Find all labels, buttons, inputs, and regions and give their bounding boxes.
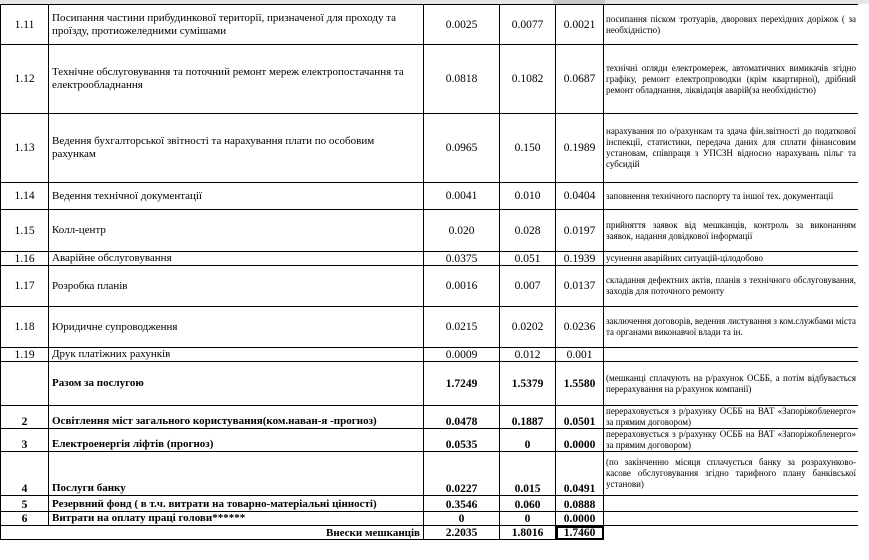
value-cell-2[interactable]: 0.028 — [500, 210, 556, 252]
service-name-cell[interactable]: Технічне обслуговування та поточний ремонт мереж електропостачання та електрообладнання — [49, 45, 424, 114]
description-cell[interactable]: складання дефектних актів, планів з технічного обслуговування, заходів для поточного ремонту — [604, 266, 859, 307]
row-number-cell[interactable]: 2 — [1, 406, 49, 429]
service-name-cell[interactable]: Колл-центр — [49, 210, 424, 252]
service-name-cell[interactable]: Ведення бухгалторської звітності та нарахування плати по особовим рахункам — [49, 114, 424, 183]
value-cell-1[interactable]: 0.0016 — [424, 266, 500, 307]
value-cell-1[interactable]: 0.0478 — [424, 406, 500, 429]
value-cell-3[interactable]: 0.0501 — [556, 406, 604, 429]
value-cell-3[interactable]: 0.1939 — [556, 252, 604, 266]
service-name-cell[interactable]: Розробка планів — [49, 266, 424, 307]
description-cell[interactable]: технічні огляди електромереж, автоматичних вимикачів згідно графіку, ремонт електропроводки (крім квартирної), дрібний ремонт обладнання, ліквідація аварій(за необхідністю) — [604, 45, 859, 114]
row-number-cell[interactable]: 1.11 — [1, 5, 49, 45]
value-cell-2[interactable]: 0.010 — [500, 183, 556, 210]
value-cell-1[interactable]: 1.7249 — [424, 362, 500, 406]
value-cell-3[interactable]: 0.0404 — [556, 183, 604, 210]
value-cell-3[interactable]: 0.0197 — [556, 210, 604, 252]
value-cell-3[interactable]: 0.1989 — [556, 114, 604, 183]
value-cell-3[interactable]: 0.0491 — [556, 452, 604, 496]
row-number-cell[interactable]: 1.19 — [1, 348, 49, 362]
table-row — [1, 512, 859, 526]
row-number-cell[interactable]: 4 — [1, 452, 49, 496]
value-cell-2[interactable]: 0.060 — [500, 496, 556, 512]
row-number-cell[interactable]: 1.16 — [1, 252, 49, 266]
service-name-cell[interactable]: Освітлення міст загального користування(ком.наван-я -прогноз) — [49, 406, 424, 429]
service-name-cell[interactable]: Друк платіжних рахунків — [49, 348, 424, 362]
total-row — [1, 526, 859, 540]
value-cell-2[interactable]: 0.0077 — [500, 5, 556, 45]
value-cell-1[interactable]: 0.0009 — [424, 348, 500, 362]
row-number-cell[interactable]: 1.14 — [1, 183, 49, 210]
table-row — [1, 266, 859, 307]
table-row — [1, 114, 859, 183]
value-cell-2[interactable]: 1.5379 — [500, 362, 556, 406]
description-cell[interactable]: усунення аварійних ситуацій-цілодобово — [604, 252, 859, 266]
value-cell-2[interactable]: 0 — [500, 512, 556, 526]
value-cell-2[interactable]: 0.051 — [500, 252, 556, 266]
value-cell-1[interactable]: 0.0818 — [424, 45, 500, 114]
description-cell[interactable]: (по закінченню місяця сплачується банку за розрахунково-касове обслуговування згідно тарифного плану банківської установи) — [604, 452, 859, 496]
description-cell[interactable]: перераховується з р/рахунку ОСББ на ВАТ «Запоріжобленерго» за прямим договором) — [604, 406, 859, 429]
right-gutter — [858, 4, 869, 560]
total-value-1[interactable]: 2.2035 — [424, 526, 500, 540]
description-cell[interactable]: заключення договорів, ведення листування з ком.службами міста та органами виконавчої влади та ін. — [604, 307, 859, 348]
description-cell[interactable]: нарахування по о/рахункам та здача фін.звітності до податкової інспекції, статистики, передача даних для сплати фінансовим установам, співпраця з УПСЗН відносно нарахувань пільг та субсидій — [604, 114, 859, 183]
value-cell-1[interactable]: 0.0227 — [424, 452, 500, 496]
tariff-table — [0, 4, 859, 540]
service-name-cell[interactable]: Витрати на оплату праці голови****** — [49, 512, 424, 526]
service-name-cell[interactable]: Посипання частини прибудинкової території, призначеної для проходу та проїзду, протиожеледними сумішами — [49, 5, 424, 45]
table-row — [1, 307, 859, 348]
value-cell-2[interactable]: 0 — [500, 429, 556, 452]
table-row — [1, 183, 859, 210]
value-cell-1[interactable]: 0.0025 — [424, 5, 500, 45]
total-value-2[interactable]: 1.8016 — [500, 526, 556, 540]
value-cell-1[interactable]: 0.0535 — [424, 429, 500, 452]
table-row — [1, 406, 859, 429]
table-row — [1, 429, 859, 452]
value-cell-2[interactable]: 0.1082 — [500, 45, 556, 114]
total-label-cell[interactable]: Внески мешканців — [1, 526, 424, 540]
description-cell[interactable] — [604, 512, 859, 526]
value-cell-3[interactable]: 0.0000 — [556, 429, 604, 452]
value-cell-3[interactable]: 0.0137 — [556, 266, 604, 307]
description-cell[interactable]: (мешканці сплачують на р/рахунок ОСББ, а потім відбувається перерахування на р/рахунок компанії) — [604, 362, 859, 406]
description-cell[interactable] — [604, 348, 859, 362]
row-number-cell[interactable]: 1.18 — [1, 307, 49, 348]
row-number-cell[interactable]: 1.15 — [1, 210, 49, 252]
value-cell-3[interactable]: 0.001 — [556, 348, 604, 362]
table-row — [1, 5, 859, 45]
description-cell[interactable]: прийняття заявок від мешканців, контроль за виконанням заявок, надання довідкової інформації — [604, 210, 859, 252]
row-number-cell[interactable]: 1.12 — [1, 45, 49, 114]
value-cell-3[interactable]: 0.0888 — [556, 496, 604, 512]
value-cell-1[interactable]: 0.3546 — [424, 496, 500, 512]
row-number-cell[interactable]: 3 — [1, 429, 49, 452]
value-cell-2[interactable]: 0.007 — [500, 266, 556, 307]
description-cell[interactable] — [604, 496, 859, 512]
value-cell-3[interactable]: 0.0021 — [556, 5, 604, 45]
description-cell[interactable]: перераховується з р/рахунку ОСББ на ВАТ «Запоріжобленерго» за прямим договором) — [604, 429, 859, 452]
service-name-cell[interactable]: Ведення технічної документації — [49, 183, 424, 210]
value-cell-3[interactable]: 1.5580 — [556, 362, 604, 406]
value-cell-3[interactable]: 0.0687 — [556, 45, 604, 114]
value-cell-1[interactable]: 0.020 — [424, 210, 500, 252]
value-cell-2[interactable]: 0.0202 — [500, 307, 556, 348]
total-value-3-selected[interactable]: 1.7460 — [556, 526, 604, 540]
description-cell[interactable]: посипання піском тротуарів, дворових перехідних доріжок ( за необхідністю) — [604, 5, 859, 45]
table-row — [1, 252, 859, 266]
service-name-cell[interactable]: Послуги банку — [49, 452, 424, 496]
value-cell-1[interactable]: 0 — [424, 512, 500, 526]
row-number-cell[interactable] — [1, 362, 49, 406]
description-cell[interactable]: заповнення технічного паспорту та іншої тех. документації — [604, 183, 859, 210]
table-row — [1, 496, 859, 512]
value-cell-3[interactable]: 0.0000 — [556, 512, 604, 526]
row-number-cell[interactable]: 1.13 — [1, 114, 49, 183]
value-cell-1[interactable]: 0.0041 — [424, 183, 500, 210]
service-name-cell[interactable]: Електроенергія ліфтів (прогноз) — [49, 429, 424, 452]
value-cell-2[interactable]: 0.015 — [500, 452, 556, 496]
value-cell-3[interactable]: 0.0236 — [556, 307, 604, 348]
service-name-cell[interactable]: Аварійне обслуговування — [49, 252, 424, 266]
row-number-cell[interactable]: 5 — [1, 496, 49, 512]
value-cell-1[interactable]: 0.0965 — [424, 114, 500, 183]
value-cell-2[interactable]: 0.012 — [500, 348, 556, 362]
row-number-cell[interactable]: 1.17 — [1, 266, 49, 307]
empty-cell[interactable] — [604, 526, 859, 540]
value-cell-1[interactable]: 0.0375 — [424, 252, 500, 266]
row-number-cell[interactable]: 6 — [1, 512, 49, 526]
table-row — [1, 45, 859, 114]
table-row — [1, 210, 859, 252]
value-cell-2[interactable]: 0.150 — [500, 114, 556, 183]
service-name-cell[interactable]: Юридичне супроводження — [49, 307, 424, 348]
service-name-cell[interactable]: Разом за послугою — [49, 362, 424, 406]
table-row — [1, 452, 859, 496]
table-row — [1, 362, 859, 406]
service-name-cell[interactable]: Резервний фонд ( в т.ч. витрати на товарно-матеріальні цінності) — [49, 496, 424, 512]
value-cell-2[interactable]: 0.1887 — [500, 406, 556, 429]
table-row — [1, 348, 859, 362]
value-cell-1[interactable]: 0.0215 — [424, 307, 500, 348]
